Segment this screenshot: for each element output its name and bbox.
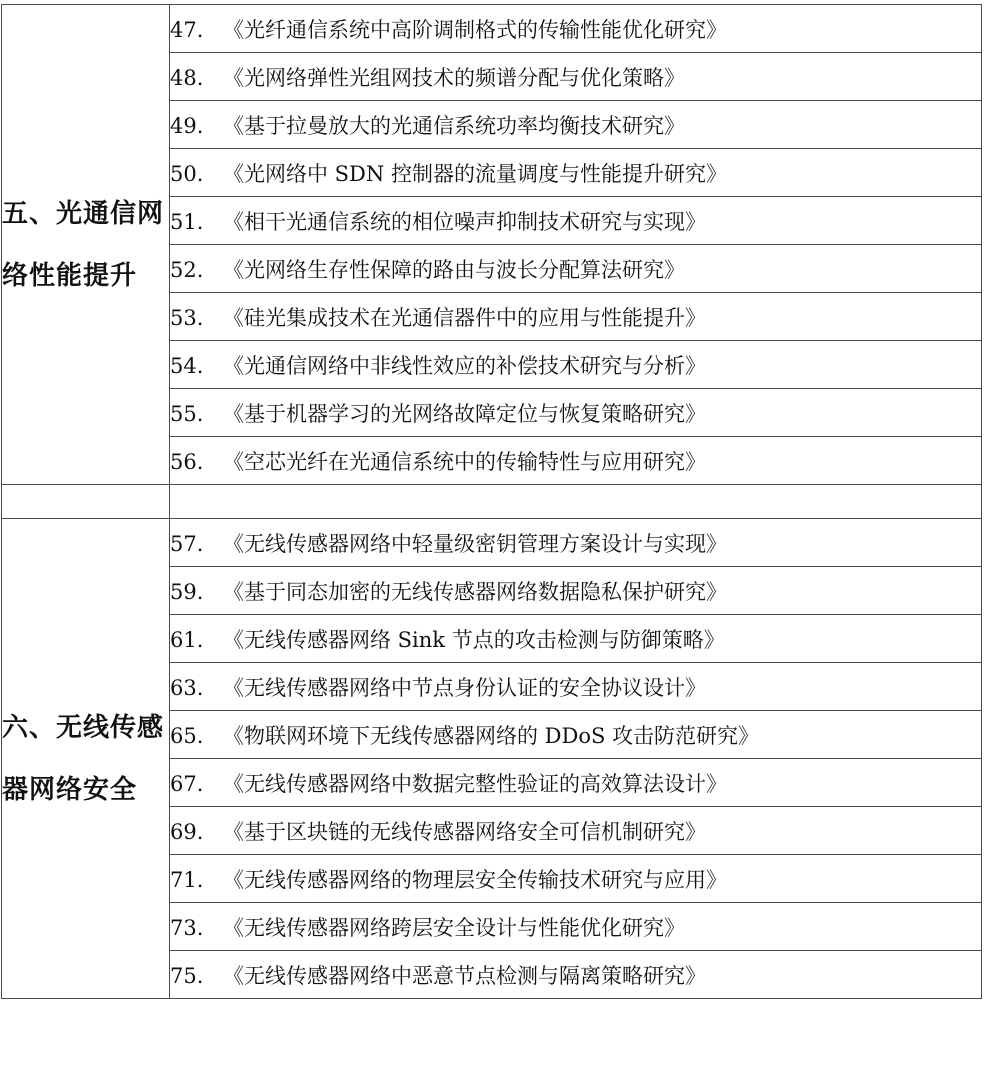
table-row: [2, 519, 982, 567]
spacer-cell: [2, 485, 170, 519]
topic-cell: [170, 437, 982, 485]
topic-number: 61.: [170, 627, 204, 652]
topic-cell: [170, 951, 982, 999]
topic-title: 《基于同态加密的无线传感器网络数据隐私保护研究》: [223, 579, 727, 604]
topic-title: 《光网络弹性光组网技术的频谱分配与优化策略》: [223, 65, 685, 90]
topic-title: 《相干光通信系统的相位噪声抑制技术研究与实现》: [223, 209, 706, 234]
topic-title: 《基于拉曼放大的光通信系统功率均衡技术研究》: [223, 113, 685, 138]
topic-title: 《光通信网络中非线性效应的补偿技术研究与分析》: [223, 353, 706, 378]
topic-table: [1, 4, 982, 999]
topic-title: 《基于区块链的无线传感器网络安全可信机制研究》: [223, 819, 706, 844]
topic-cell: [170, 149, 982, 197]
topic-cell: [170, 759, 982, 807]
topic-cell: [170, 197, 982, 245]
topic-cell: [170, 389, 982, 437]
topic-number: 75.: [170, 963, 204, 988]
topic-cell: [170, 5, 982, 53]
topic-title: 《空芯光纤在光通信系统中的传输特性与应用研究》: [223, 449, 706, 474]
topic-cell: [170, 615, 982, 663]
topic-number: 53.: [170, 305, 204, 330]
topic-cell: [170, 293, 982, 341]
topic-table-body: [2, 5, 982, 999]
topic-cell: [170, 711, 982, 759]
topic-cell: [170, 807, 982, 855]
category-cell: 五、光通信网络性能提升: [2, 5, 170, 485]
topic-number: 69.: [170, 819, 204, 844]
topic-cell: [170, 567, 982, 615]
topic-cell: [170, 663, 982, 711]
spacer-row: [2, 485, 982, 519]
topic-number: 47.: [170, 17, 204, 42]
topic-cell: [170, 245, 982, 293]
topic-title: 《无线传感器网络中恶意节点检测与隔离策略研究》: [223, 963, 706, 988]
topic-title: 《无线传感器网络 Sink 节点的攻击检测与防御策略》: [223, 627, 725, 652]
topic-title: 《无线传感器网络中数据完整性验证的高效算法设计》: [223, 771, 727, 796]
topic-cell: [170, 101, 982, 149]
topic-number: 71.: [170, 867, 204, 892]
topic-cell: [170, 341, 982, 389]
topic-number: 67.: [170, 771, 204, 796]
topic-title: 《基于机器学习的光网络故障定位与恢复策略研究》: [223, 401, 706, 426]
spacer-cell: [170, 485, 982, 519]
topic-title: 《物联网环境下无线传感器网络的 DDoS 攻击防范研究》: [223, 723, 760, 748]
topic-number: 48.: [170, 65, 204, 90]
topic-number: 65.: [170, 723, 204, 748]
topic-cell: [170, 855, 982, 903]
topic-number: 54.: [170, 353, 204, 378]
topic-title: 《无线传感器网络的物理层安全传输技术研究与应用》: [223, 867, 727, 892]
topic-title: 《无线传感器网络中节点身份认证的安全协议设计》: [223, 675, 706, 700]
topic-title: 《光网络中 SDN 控制器的流量调度与性能提升研究》: [223, 161, 727, 186]
topic-cell: [170, 519, 982, 567]
category-cell: 六、无线传感器网络安全: [2, 519, 170, 999]
topic-number: 52.: [170, 257, 204, 282]
topic-cell: [170, 903, 982, 951]
topic-number: 73.: [170, 915, 204, 940]
topic-number: 57.: [170, 531, 204, 556]
topic-title: 《无线传感器网络跨层安全设计与性能优化研究》: [223, 915, 685, 940]
topic-title: 《硅光集成技术在光通信器件中的应用与性能提升》: [223, 305, 706, 330]
topic-cell: [170, 53, 982, 101]
topic-number: 63.: [170, 675, 204, 700]
topic-number: 50.: [170, 161, 204, 186]
table-row: [2, 5, 982, 53]
topic-title: 《光网络生存性保障的路由与波长分配算法研究》: [223, 257, 685, 282]
topic-title: 《光纤通信系统中高阶调制格式的传输性能优化研究》: [223, 17, 727, 42]
topic-number: 49.: [170, 113, 204, 138]
topic-number: 56.: [170, 449, 204, 474]
topic-number: 55.: [170, 401, 204, 426]
topic-number: 51.: [170, 209, 204, 234]
topic-title: 《无线传感器网络中轻量级密钥管理方案设计与实现》: [223, 531, 727, 556]
topic-number: 59.: [170, 579, 204, 604]
